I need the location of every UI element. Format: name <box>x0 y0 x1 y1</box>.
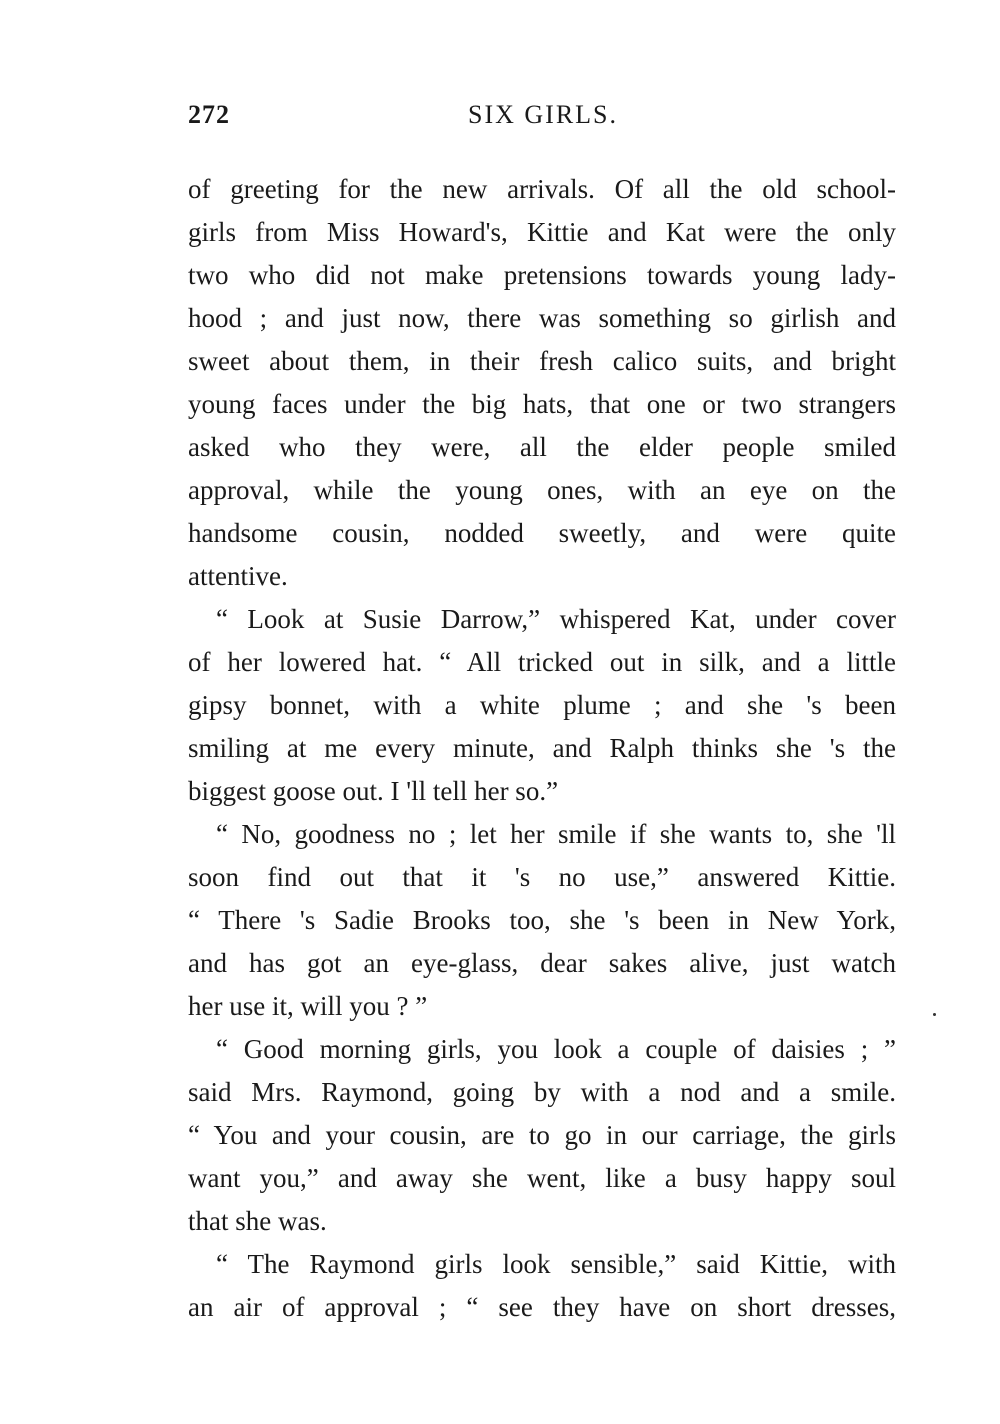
text-line: “ You and your cousin, are to go in our carriage, the girls <box>188 1120 896 1150</box>
page-header <box>188 100 898 134</box>
text-line: asked who they were, all the elder people smiled <box>188 432 896 462</box>
text-line: sweet about them, in their fresh calico suits, and bright <box>188 346 896 376</box>
text-line: an air of approval ; “ see they have on short dresses, <box>188 1292 896 1322</box>
text-line: smiling at me every minute, and Ralph thinks she 's the <box>188 733 896 763</box>
text-line: “ No, goodness no ; let her smile if she wants to, she 'll <box>216 819 896 849</box>
text-line: gipsy bonnet, with a white plume ; and she 's been <box>188 690 896 720</box>
text-line: approval, while the young ones, with an eye on the <box>188 475 896 505</box>
text-line: want you,” and away she went, like a busy happy soul <box>188 1163 896 1193</box>
print-speck <box>933 1013 936 1016</box>
text-line: of greeting for the new arrivals. Of all the old school- <box>188 174 896 204</box>
text-line: young faces under the big hats, that one or two strangers <box>188 389 896 419</box>
text-line: girls from Miss Howard's, Kittie and Kat were the only <box>188 217 896 247</box>
body-text <box>188 168 896 1329</box>
text-line: her use it, will you ? ” <box>188 991 428 1021</box>
text-line: “ There 's Sadie Brooks too, she 's been in New York, <box>188 905 896 935</box>
text-line: handsome cousin, nodded sweetly, and were quite <box>188 518 896 548</box>
text-line: attentive. <box>188 561 288 591</box>
text-line: that she was. <box>188 1206 327 1236</box>
text-line: said Mrs. Raymond, going by with a nod and a smile. <box>188 1077 896 1107</box>
running-head: SIX GIRLS. <box>467 100 618 129</box>
text-line: of her lowered hat. “ All tricked out in silk, and a little <box>188 647 896 677</box>
text-line: soon find out that it 's no use,” answered Kittie. <box>188 862 896 892</box>
text-line: biggest goose out. I 'll tell her so.” <box>188 776 559 806</box>
text-line: “ The Raymond girls look sensible,” said Kittie, with <box>216 1249 896 1279</box>
text-line: two who did not make pretensions towards young lady- <box>188 260 896 290</box>
text-line: “ Look at Susie Darrow,” whispered Kat, under cover <box>216 604 896 634</box>
text-line: and has got an eye-glass, dear sakes alive, just watch <box>188 948 896 978</box>
page-number: 272 <box>188 100 230 129</box>
text-line: “ Good morning girls, you look a couple of daisies ; ” <box>216 1034 896 1064</box>
text-line: hood ; and just now, there was something so girlish and <box>188 303 896 333</box>
